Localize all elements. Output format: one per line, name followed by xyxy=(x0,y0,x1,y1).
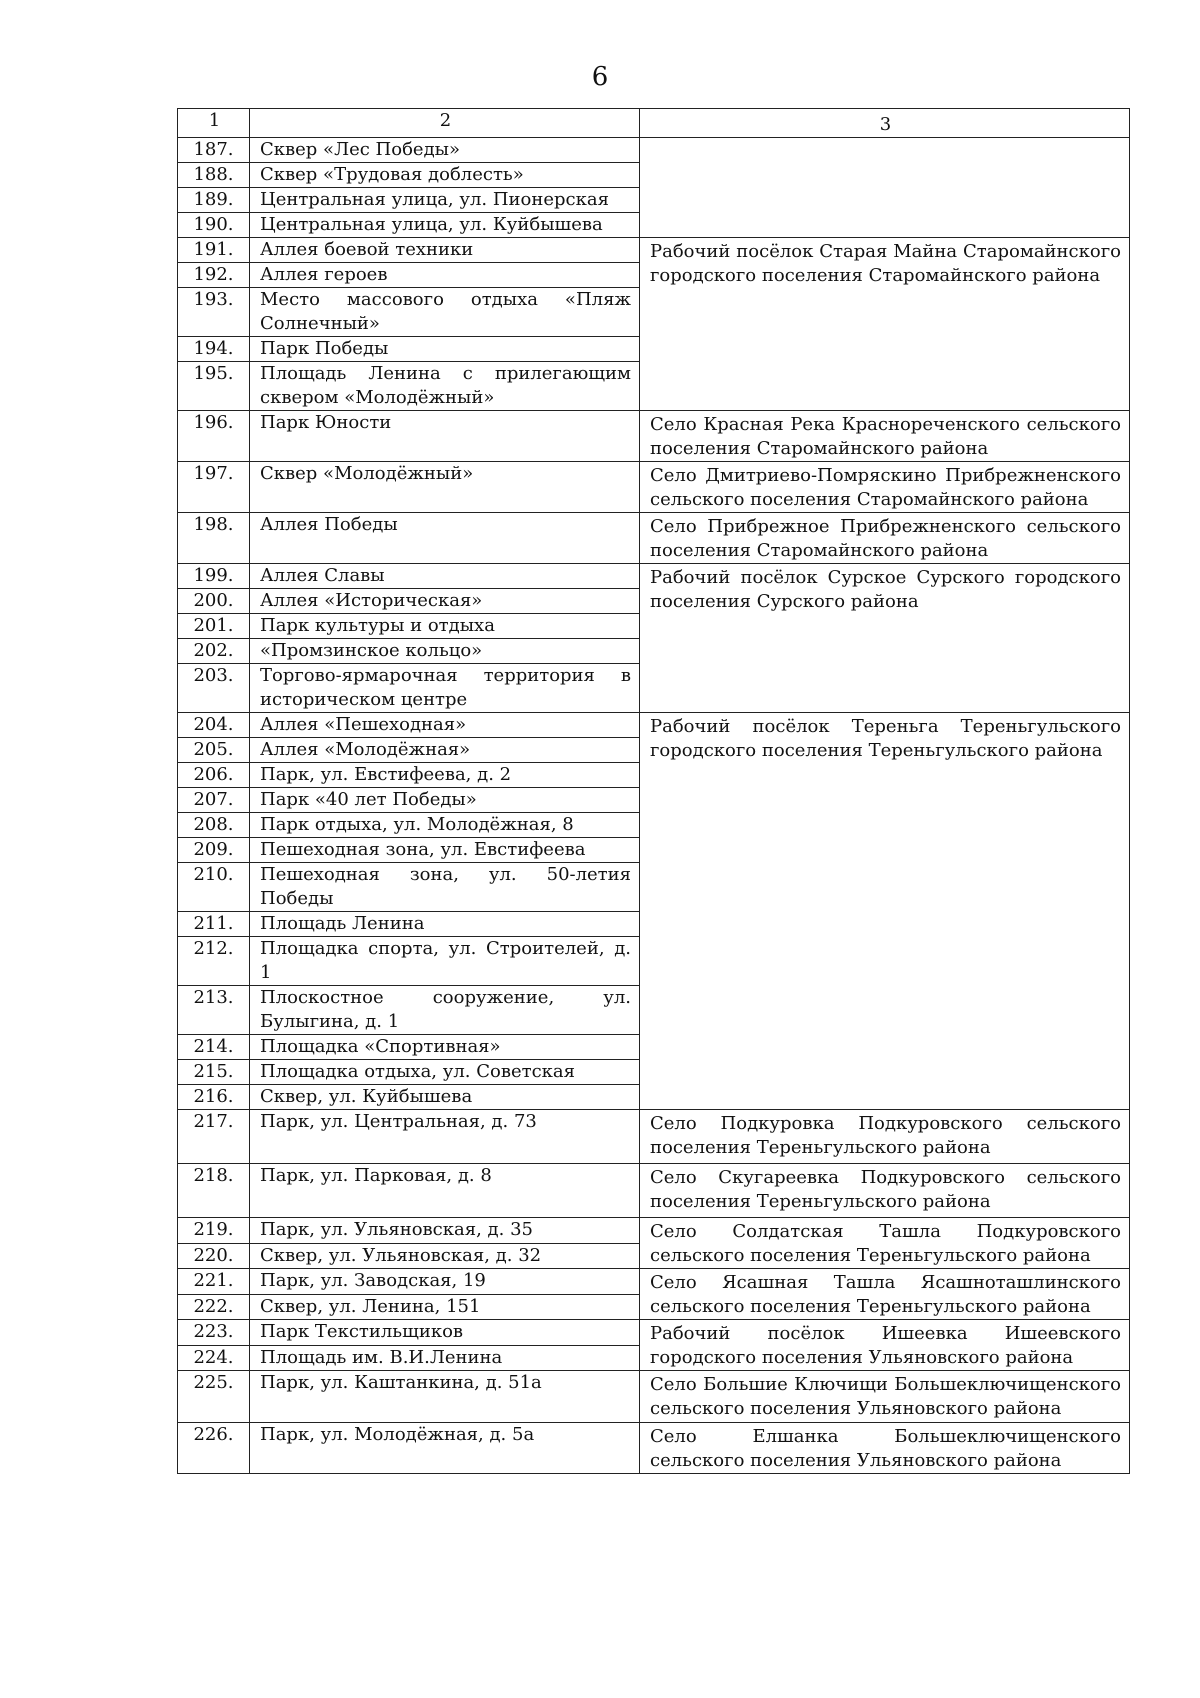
object-name: Сквер «Молодёжный» xyxy=(250,462,640,513)
table-row xyxy=(178,1269,1130,1295)
location-cell: Село Солдатская Ташла Подкуровского сельского поселения Тереньгульского района xyxy=(640,1218,1130,1269)
object-name: Парк, ул. Парковая, д. 8 xyxy=(250,1164,640,1218)
table-row xyxy=(178,1164,1130,1218)
object-name: Аллея «Пешеходная» xyxy=(250,713,640,738)
row-number: 208. xyxy=(178,813,250,838)
object-name: Сквер «Лес Победы» xyxy=(250,138,640,163)
table-row xyxy=(178,513,1130,564)
row-number: 204. xyxy=(178,713,250,738)
table-row xyxy=(178,411,1130,462)
object-name: Аллея боевой техники xyxy=(250,238,640,263)
row-number: 192. xyxy=(178,263,250,288)
row-number: 201. xyxy=(178,614,250,639)
location-cell: Село Дмитриево-Помряскино Прибрежненского сельского поселения Старомайнского района xyxy=(640,462,1130,513)
location-cell: Село Красная Река Краснореченского сельского поселения Старомайнского района xyxy=(640,411,1130,462)
object-name: Аллея Славы xyxy=(250,564,640,589)
object-name: Место массового отдыха «Пляж Солнечный» xyxy=(250,288,640,337)
object-name: Торгово-ярмарочная территория в историческом центре xyxy=(250,664,640,713)
object-name: Площадь Ленина xyxy=(250,912,640,937)
object-name: Парк культуры и отдыха xyxy=(250,614,640,639)
object-name: Сквер, ул. Ленина, 151 xyxy=(250,1294,640,1320)
row-number: 207. xyxy=(178,788,250,813)
object-name: Аллея героев xyxy=(250,263,640,288)
row-number: 219. xyxy=(178,1218,250,1244)
object-name: Парк, ул. Молодёжная, д. 5а xyxy=(250,1423,640,1474)
object-name: Парк, ул. Евстифеева, д. 2 xyxy=(250,763,640,788)
table-header-row xyxy=(178,109,1130,138)
object-name: Площадка отдыха, ул. Советская xyxy=(250,1060,640,1085)
row-number: 191. xyxy=(178,238,250,263)
row-number: 193. xyxy=(178,288,250,337)
object-name: Площадка «Спортивная» xyxy=(250,1035,640,1060)
table-row xyxy=(178,1110,1130,1164)
location-cell xyxy=(640,138,1130,238)
row-number: 221. xyxy=(178,1269,250,1295)
row-number: 226. xyxy=(178,1423,250,1474)
object-name: Парк, ул. Каштанкина, д. 51а xyxy=(250,1371,640,1423)
object-name: Парк Текстильщиков xyxy=(250,1320,640,1346)
table-row xyxy=(178,1371,1130,1423)
table-row xyxy=(178,462,1130,513)
row-number: 211. xyxy=(178,912,250,937)
row-number: 197. xyxy=(178,462,250,513)
header-col-1: 1 xyxy=(178,109,250,138)
row-number: 190. xyxy=(178,213,250,238)
object-name: Парк, ул. Заводская, 19 xyxy=(250,1269,640,1295)
row-number: 215. xyxy=(178,1060,250,1085)
object-name: Парк «40 лет Победы» xyxy=(250,788,640,813)
row-number: 198. xyxy=(178,513,250,564)
table-row xyxy=(178,1320,1130,1346)
object-name: Аллея «Историческая» xyxy=(250,589,640,614)
location-cell: Село Елшанка Большеключищенского сельского поселения Ульяновского района xyxy=(640,1423,1130,1474)
row-number: 218. xyxy=(178,1164,250,1218)
row-number: 225. xyxy=(178,1371,250,1423)
table-row xyxy=(178,1423,1130,1474)
location-cell: Рабочий посёлок Сурское Сурского городского поселения Сурского района xyxy=(640,564,1130,713)
row-number: 222. xyxy=(178,1294,250,1320)
table-row xyxy=(178,564,1130,589)
table-row xyxy=(178,138,1130,163)
header-col-3: 3 xyxy=(640,109,1130,138)
object-name: Пешеходная зона, ул. 50-летия Победы xyxy=(250,863,640,912)
table-row xyxy=(178,238,1130,263)
page-number: 6 xyxy=(591,62,609,92)
object-name: Центральная улица, ул. Пионерская xyxy=(250,188,640,213)
row-number: 210. xyxy=(178,863,250,912)
table-body xyxy=(178,109,1130,1474)
row-number: 223. xyxy=(178,1320,250,1346)
row-number: 217. xyxy=(178,1110,250,1164)
row-number: 206. xyxy=(178,763,250,788)
object-name: Сквер, ул. Куйбышева xyxy=(250,1085,640,1110)
row-number: 220. xyxy=(178,1243,250,1269)
row-number: 202. xyxy=(178,639,250,664)
object-name: Аллея «Молодёжная» xyxy=(250,738,640,763)
object-name: Сквер, ул. Ульяновская, д. 32 xyxy=(250,1243,640,1269)
table-row xyxy=(178,713,1130,738)
location-cell: Рабочий посёлок Старая Майна Старомайнского городского поселения Старомайнского района xyxy=(640,238,1130,411)
location-cell: Село Ясашная Ташла Ясашноташлинского сельского поселения Тереньгульского района xyxy=(640,1269,1130,1320)
object-name: Площадка спорта, ул. Строителей, д. 1 xyxy=(250,937,640,986)
row-number: 209. xyxy=(178,838,250,863)
row-number: 203. xyxy=(178,664,250,713)
places-table xyxy=(177,108,1130,1474)
object-name: Аллея Победы xyxy=(250,513,640,564)
row-number: 212. xyxy=(178,937,250,986)
object-name: Парк Юности xyxy=(250,411,640,462)
row-number: 194. xyxy=(178,337,250,362)
row-number: 199. xyxy=(178,564,250,589)
location-cell: Село Подкуровка Подкуровского сельского поселения Тереньгульского района xyxy=(640,1110,1130,1164)
object-name: Площадь им. В.И.Ленина xyxy=(250,1345,640,1371)
object-name: Парк Победы xyxy=(250,337,640,362)
row-number: 188. xyxy=(178,163,250,188)
location-cell: Рабочий посёлок Тереньга Тереньгульского городского поселения Тереньгульского района xyxy=(640,713,1130,1110)
object-name: Парк, ул. Центральная, д. 73 xyxy=(250,1110,640,1164)
object-name: Центральная улица, ул. Куйбышева xyxy=(250,213,640,238)
object-name: Площадь Ленина с прилегающим сквером «Молодёжный» xyxy=(250,362,640,411)
table-row xyxy=(178,1218,1130,1244)
row-number: 213. xyxy=(178,986,250,1035)
row-number: 216. xyxy=(178,1085,250,1110)
row-number: 196. xyxy=(178,411,250,462)
row-number: 224. xyxy=(178,1345,250,1371)
row-number: 205. xyxy=(178,738,250,763)
object-name: Пешеходная зона, ул. Евстифеева xyxy=(250,838,640,863)
location-cell: Рабочий посёлок Ишеевка Ишеевского городского поселения Ульяновского района xyxy=(640,1320,1130,1371)
object-name: Парк, ул. Ульяновская, д. 35 xyxy=(250,1218,640,1244)
location-cell: Село Прибрежное Прибрежненского сельского поселения Старомайнского района xyxy=(640,513,1130,564)
location-cell: Село Большие Ключищи Большеключищенского сельского поселения Ульяновского района xyxy=(640,1371,1130,1423)
object-name: Парк отдыха, ул. Молодёжная, 8 xyxy=(250,813,640,838)
header-col-2: 2 xyxy=(250,109,640,138)
row-number: 200. xyxy=(178,589,250,614)
location-cell: Село Скугареевка Подкуровского сельского поселения Тереньгульского района xyxy=(640,1164,1130,1218)
row-number: 214. xyxy=(178,1035,250,1060)
row-number: 187. xyxy=(178,138,250,163)
object-name: «Промзинское кольцо» xyxy=(250,639,640,664)
row-number: 195. xyxy=(178,362,250,411)
object-name: Сквер «Трудовая доблесть» xyxy=(250,163,640,188)
row-number: 189. xyxy=(178,188,250,213)
object-name: Плоскостное сооружение, ул. Булыгина, д. 1 xyxy=(250,986,640,1035)
